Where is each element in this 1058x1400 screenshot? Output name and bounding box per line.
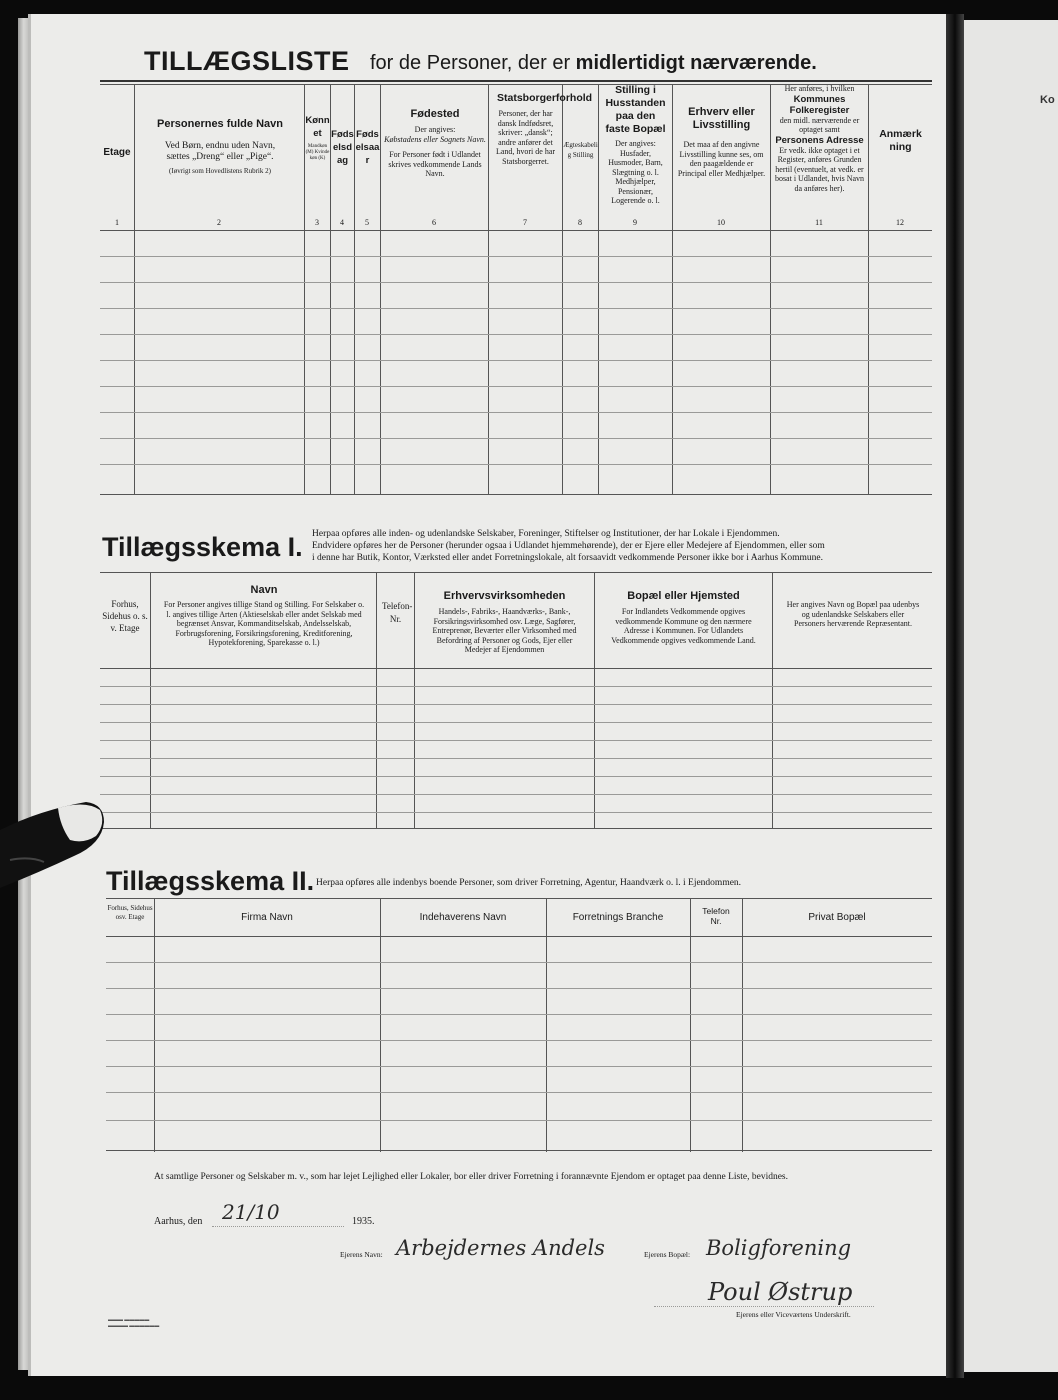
- col-number: 11: [815, 218, 823, 227]
- signature-label: Ejerens eller Viceværtens Underskrift.: [736, 1310, 851, 1319]
- owner-name-label: Ejerens Navn:: [340, 1250, 383, 1259]
- footer-year: 1935.: [352, 1216, 375, 1227]
- main-subtitle: for de Personer, der er midlertidigt nærværende.: [370, 52, 817, 74]
- col-gender-header: Kønnet Mandkøn (M) Kvindekøn (K): [305, 115, 330, 161]
- main-title: TILLÆGSLISTE: [144, 46, 350, 76]
- skema2-col-etage: Forhus, Sidehus osv. Etage: [107, 904, 153, 921]
- col-remarks-header: Anmærkning: [879, 128, 922, 153]
- next-page-text: Ko: [1040, 94, 1055, 106]
- skema2-col-branche: Forretnings Branche: [572, 912, 664, 923]
- skema1-col-telefon: Telefon-Nr.: [382, 601, 413, 624]
- col-citizenship-header: Statsborgerforhold Personer, der har dansk Indfødsret, skriver: „dansk“; andre anfører det Land, hvori de har Statsborgerret.: [495, 92, 593, 166]
- skema2-col-firma: Firma Navn: [241, 912, 293, 923]
- col-number: 9: [633, 218, 637, 227]
- skema2-description: Herpaa opføres alle indenbys boende Personer, som driver Forretning, Agentur, Haandværk o. l. i Ejendommen.: [316, 878, 742, 888]
- col-etage-header: Etage: [103, 147, 131, 158]
- printer-stamp: ▬▬▬ ▬▬▬▬▬ ▬▬▬▬ ▬▬▬▬▬▬: [108, 1318, 160, 1329]
- skema2-col-telefon: Telefon Nr.: [702, 906, 730, 926]
- col-number: 5: [365, 218, 369, 227]
- col-register-header: Her anføres, i hvilken Kommunes Folkeregister den midl. nærværende er optaget samt Personens Adresse Er vedk. ikke optaget i et Register, anføres Grunden hertil (eventuelt, at vedk. er bosat i Udlandet, hvis Navn da anføres her).: [774, 84, 865, 193]
- signature: Poul Østrup: [708, 1278, 853, 1306]
- footer-date: 21/10: [222, 1200, 280, 1224]
- col-name-header: Personernes fulde Navn Ved Børn, endnu uden Navn, sættes „Dreng“ eller „Pige“. (Iøvrigt som Hovedlistens Rubrik 2): [157, 118, 283, 175]
- owner-name-value: Arbejdernes Andels: [396, 1236, 605, 1260]
- footer-statement: At samtlige Personer og Selskaber m. v., som har lejet Lejlighed eller Lokaler, bor eller driver Forretning i forannævnte Ejendom er optaget paa denne Liste, bevidnes.: [154, 1172, 788, 1182]
- col-household-header: Stilling i Husstanden paa den faste Bopæl Der angives: Husfader, Husmoder, Barn, Slægtning o. l. Medhjælper, Pensionær, Logerende o. l.: [605, 84, 666, 205]
- skema2-col-indehaver: Indehaverens Navn: [419, 912, 507, 923]
- col-number: 10: [717, 218, 725, 227]
- col-occupation-header: Erhverv eller Livsstilling Det maa af den angivne Livsstilling kunne ses, om den paagældende er Principal eller Medhjælper.: [677, 106, 766, 178]
- skema1-description: Herpaa opføres alle inden- og udenlandske Selskaber, Foreninger, Stiftelser og Institutioner, der har Lokale i Ejendommen. Endvidere opføres her de Personer (herunder ogsaa i Udlandet hjemmehørende), der er Ejere eller Medejere af Ejendommen, eller som i denne har Butik, Kontor, Værksted eller andet Forretningslokale, alt forsaavidt vedkommende Personer ikke bor i Aarhus Kommune.: [312, 529, 825, 563]
- col-number: 7: [523, 218, 527, 227]
- skema1-col-bopael: Bopæl eller Hjemsted For Indlandets Vedkommende opgives vedkommende Kommune og den nærmere Adresse i Kommunen. For Udlandets Vedkommende opgives vedkommende Land.: [611, 590, 756, 645]
- owner-address-value: Boligforening: [706, 1236, 852, 1260]
- skema1-col-navn: Navn For Personer angives tillige Stand og Stilling. For Selskaber o. l. angives tillige Arten (Aktieselskab eller andet Selskab med begrænset Ansvar, Kommanditselskab, Andelsselskab, Forbrugsforening, Forsikringsforening, Kreditforening, Hypotekforening, Sparekasse o. l.): [163, 584, 365, 647]
- skema1-title: Tillægsskema I.: [102, 532, 303, 562]
- col-number: 2: [217, 218, 221, 227]
- col-number: 12: [896, 218, 904, 227]
- col-birthplace-header: Fødested Der angives: Købstadens eller Sognets Navn. For Personer født i Udlandet skrives vedkommende Lands Navn.: [384, 108, 486, 178]
- skema2-title: Tillægsskema II.: [106, 866, 315, 896]
- col-birthyear-header: Fødselsaar: [355, 129, 380, 166]
- col-number: 3: [315, 218, 319, 227]
- col-number: 6: [432, 218, 436, 227]
- footer-city: Aarhus, den: [154, 1216, 203, 1227]
- skema2-col-bopael: Privat Bopæl: [808, 912, 866, 923]
- next-page: [964, 20, 1058, 1372]
- thumb-occlusion: [0, 800, 106, 890]
- book-spine: [946, 14, 964, 1378]
- skema1-col-erhverv: Erhvervsvirksomheden Handels-, Fabriks-, Haandværks-, Bank-, Forsikringsvirksomhed osv. Læge, Sagfører, Entreprenør, Beværter eller Virksomhed med Befordring af Personer og Gods, Ejer eller Medejer af Ejendommen: [432, 590, 577, 654]
- col-marital-header: Ægteskabelig Stilling: [563, 141, 598, 159]
- col-number: 1: [115, 218, 119, 227]
- owner-address-label: Ejerens Bopæl:: [644, 1250, 691, 1259]
- skema1-col-etage: Forhus, Sidehus o. s. v. Etage: [102, 599, 148, 633]
- col-birthday-header: Fødselsdag: [331, 129, 354, 166]
- col-number: 8: [578, 218, 582, 227]
- col-number: 4: [340, 218, 344, 227]
- skema1-col-representative: Her angives Navn og Bopæl paa udenbys og udenlandske Selskabers eller Personers herværende Repræsentant.: [786, 600, 920, 628]
